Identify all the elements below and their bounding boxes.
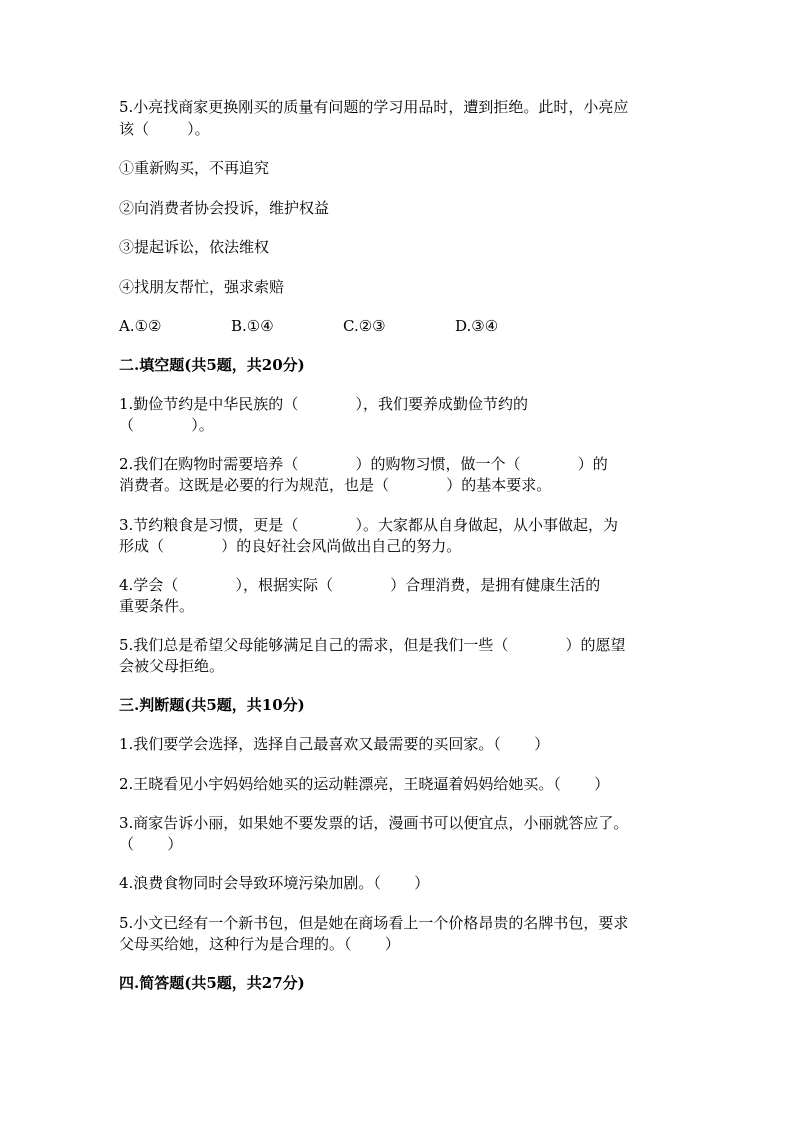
fill-q5-line1: 5.我们总是希望父母能够满足自己的需求，但是我们一些（ ）的愿望	[119, 636, 626, 654]
fill-q5-line2: 会被父母拒绝。	[119, 657, 225, 675]
fill-q2-line1: 2.我们在购物时需要培养（ ）的购物习惯，做一个（ ）的	[119, 455, 608, 473]
judge-q5-line2: 父母买给她，这种行为是合理的。（ ）	[119, 935, 400, 953]
fill-q1-line2: （ ）。	[119, 416, 214, 434]
judge-q3-line2: （ ）	[119, 835, 183, 853]
fill-q1-line1: 1.勤俭节约是中华民族的（ ），我们要养成勤俭节约的	[119, 395, 529, 413]
choice-q5-line2: 该（ ）。	[119, 120, 210, 138]
fill-q3-line2: 形成（ ）的良好社会风尚做出自己的努力。	[119, 537, 462, 555]
option-c: C.②③	[343, 317, 386, 335]
fill-q4-line2: 重要条件。	[119, 597, 195, 615]
option-b: B.①④	[231, 317, 274, 335]
statement-4: ④找朋友帮忙，强求索赔	[119, 278, 285, 296]
fill-q4-line1: 4.学会（ ），根据实际（ ）合理消费，是拥有健康生活的	[119, 576, 601, 594]
section-heading-judge: 三.判断题(共5题，共10分)	[119, 696, 305, 714]
statement-1: ①重新购买，不再追究	[119, 159, 270, 177]
judge-q2: 2.王晓看见小宇妈妈给她买的运动鞋漂亮，王晓逼着妈妈给她买。（ ）	[119, 775, 610, 793]
fill-q3-line1: 3.节约粮食是习惯，更是（ ）。大家都从自身做起，从小事做起，为	[119, 516, 619, 534]
judge-q3-line1: 3.商家告诉小丽，如果她不要发票的话，漫画书可以便宜点，小丽就答应了。	[119, 814, 629, 832]
option-d: D.③④	[455, 317, 499, 335]
section-heading-fill: 二.填空题(共5题，共20分)	[119, 356, 305, 374]
statement-3: ③提起诉讼，依法维权	[119, 238, 270, 256]
judge-q5-line1: 5.小文已经有一个新书包，但是她在商场看上一个价格昂贵的名牌书包，要求	[119, 914, 629, 932]
choice-q5-line1: 5.小亮找商家更换刚买的质量有问题的学习用品时，遭到拒绝。此时，小亮应	[119, 98, 629, 116]
option-a: A.①②	[119, 317, 162, 335]
judge-q1: 1.我们要学会选择，选择自己最喜欢又最需要的买回家。（ ）	[119, 735, 550, 753]
fill-q2-line2: 消费者。这既是必要的行为规范，也是（ ）的基本要求。	[119, 476, 552, 494]
statement-2: ②向消费者协会投诉，维护权益	[119, 199, 330, 217]
judge-q4: 4.浪费食物同时会导致环境污染加剧。（ ）	[119, 874, 430, 892]
section-heading-short: 四.简答题(共5题，共27分)	[119, 974, 305, 992]
